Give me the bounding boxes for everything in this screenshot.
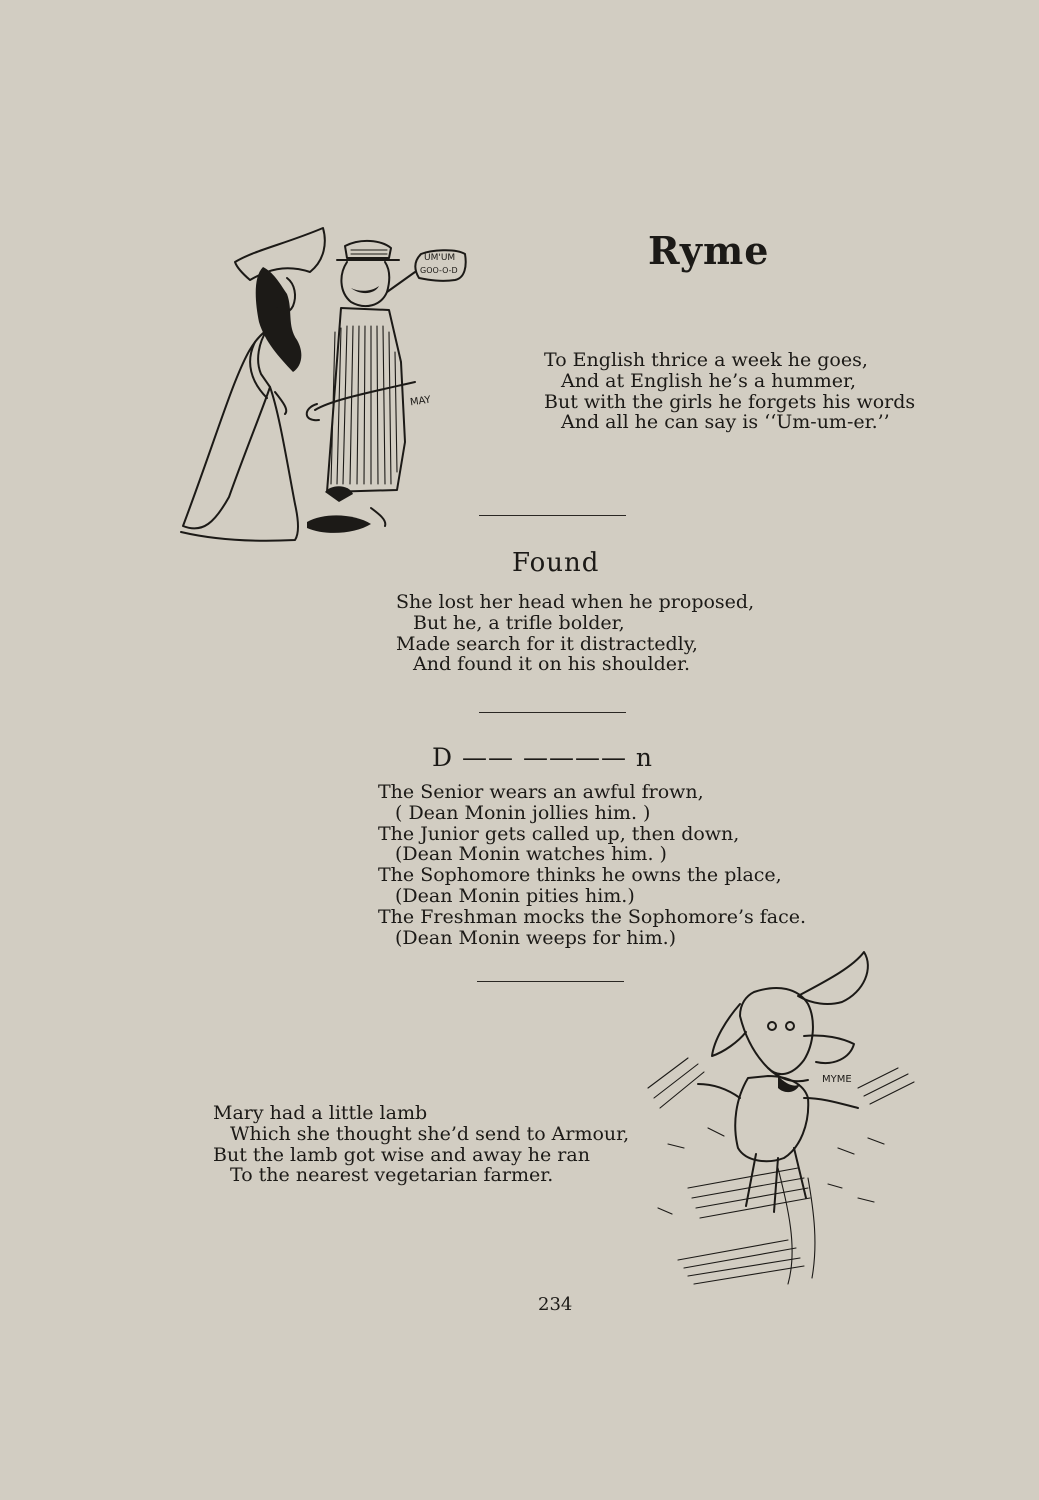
verse-line: To English thrice a week he goes,: [544, 349, 868, 371]
speech-bubble-line2: GOO-O-D: [420, 266, 458, 275]
verse-line: ( Dean Monin jollies him. ): [395, 801, 651, 824]
poem-title-found: Found: [512, 548, 600, 578]
lamb-signature: MYME: [822, 1074, 852, 1085]
verse-line: The Freshman mocks the Sophomore’s face.: [378, 905, 807, 928]
verse-line: (Dean Monin watches him. ): [395, 843, 667, 866]
verse-line: To the nearest vegetarian farmer.: [230, 1164, 554, 1187]
verse-line: And all he can say is ‘‘Um-um-er.’’: [561, 411, 890, 434]
divider-rule: [479, 712, 626, 713]
divider-rule: [479, 515, 626, 516]
verse-line: But with the girls he forgets his words: [544, 390, 916, 413]
verse-line: The Senior wears an awful frown,: [378, 781, 704, 803]
verse-line: Which she thought she’d send to Armour,: [230, 1122, 630, 1145]
verse-line: Mary had a little lamb: [213, 1102, 428, 1124]
lamb-illustration: [628, 948, 928, 1298]
divider-rule: [477, 981, 624, 982]
verse-line: (Dean Monin pities him.): [395, 884, 635, 907]
poem-mary: [213, 1103, 629, 1186]
page-number: 234: [538, 1294, 573, 1315]
verse-line: But the lamb got wise and away he ran: [213, 1143, 590, 1166]
verse-line: Made search for it distractedly,: [396, 632, 698, 655]
verse-line: But he, a trifle bolder,: [413, 611, 625, 634]
verse-line: The Sophomore thinks he owns the place,: [378, 864, 782, 887]
verse-line: The Junior gets called up, then down,: [378, 822, 740, 845]
speech-bubble-line1: UM'UM: [424, 253, 456, 263]
verse-line: And at English he’s a hummer,: [561, 369, 857, 392]
poem-title-dean: D —— ———— n: [432, 743, 653, 772]
poem-ryme: [544, 350, 915, 433]
poem-dean: [378, 782, 806, 948]
verse-line: And found it on his shoulder.: [413, 653, 691, 676]
verse-line: She lost her head when he proposed,: [396, 591, 755, 613]
couple-signature: MAY: [409, 394, 432, 409]
poem-found: [396, 592, 754, 675]
poem-title-ryme: Ryme: [648, 228, 770, 273]
verse-line: (Dean Monin weeps for him.): [395, 926, 677, 949]
